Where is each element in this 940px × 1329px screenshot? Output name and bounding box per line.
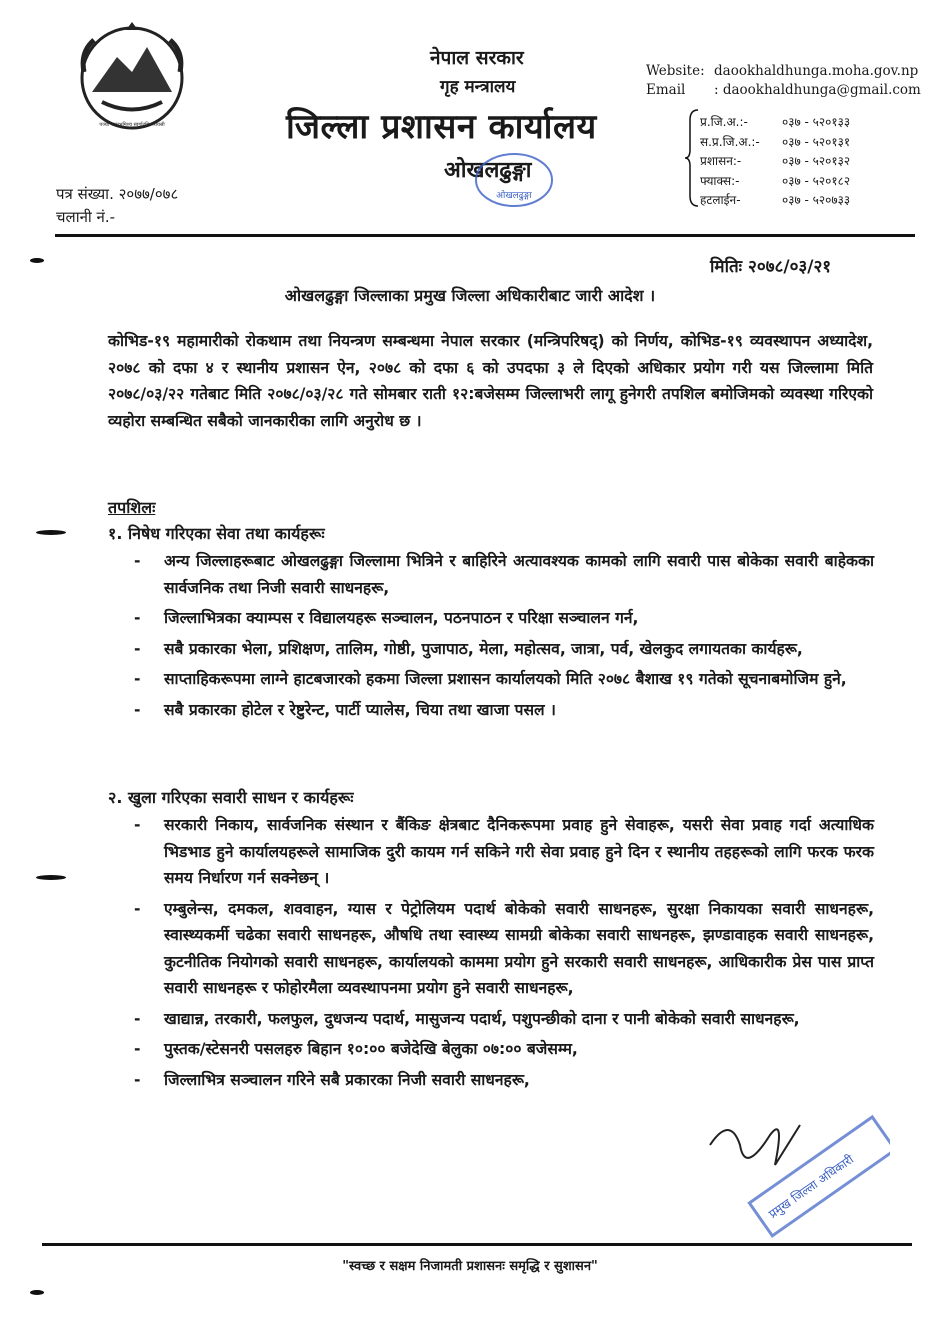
phone-row: स.प्र.जि.अ.:- ०३७ - ५२०१३१ [700,134,851,149]
office-name: जिल्ला प्रशासन कार्यालय [286,107,597,147]
section-2-list [108,812,874,1097]
punch-mark [36,530,66,535]
list-item: - एम्बुलेन्स, दमकल, शववाहन, ग्यास र पेट्रोलियम पदार्थ बोकेको सवारी साधनहरू, सुरक्षा निकायका सवारी साधनहरू, स्वास्थ्यकर्मी चढेका सवारी साधनहरू, औषधि तथा स्वास्थ्य सामग्री बोकेका सवारी साधनहरू, झण्डावाहक सवारी साधनहरू, कुटनीतिक नियोगको सवारी साधनहरू, कार्यालयको काममा प्रयोग हुने सरकारी सवारी साधनहरू, आधिकारीक प्रेस पास प्राप्त सवारी साधनहरू र फोहोरमैला व्यवस्थापनमा प्रयोग हुने सवारी साधनहरू, [134,899,874,997]
phone-row: प्र.जि.अ.:- ०३७ - ५२०१३३ [700,115,851,129]
stamp-text: ओखलढुङ्गा [496,191,532,201]
list-item: - सरकारी निकाय, सार्वजनिक संस्थान र बैंकिङ क्षेत्रबाट दैनिकरूपमा प्रवाह हुने सेवाहरू, यसरी सेवा प्रवाह गर्दा अत्याधिक भिडभाड हुने कार्यालयहरूले सामाजिक दुरी कायम गर्न सकिने गरी सेवा प्रवाह हुने दिन र स्थानीय तहहरूको लागि फरक फरक समय निर्धारण गर्न सक्नेछन् । [134,816,874,887]
dispatch-number: चलानी नं.- [56,208,116,226]
list-item: - साप्ताहिकरूपमा लाग्ने हाटबजारको हकमा जिल्ला प्रशासन कार्यालयको मिति २०७८ बैशाख १९ गतेको सूचनाबमोजिम हुने, [134,670,847,688]
phone-row: फ्याक्स:- ०३७ - ५२०१८२ [700,173,851,188]
phone-row: प्रशासन:- ०३७ - ५२०१३२ [700,154,851,168]
nepal-emblem-logo [72,22,192,134]
intro-paragraph: कोभिड-१९ महामारीको रोकथाम तथा नियन्त्रण सम्बन्धमा नेपाल सरकार (मन्त्रिपरिषद्) को निर्णय, कोभिड-१९ व्यवस्थापन अध्यादेश, २०७८ को दफा ४ र स्थानीय प्रशासन ऐन, २०७८ को दफा ६ को उपदफा ३ ले दिएको अधिकार प्रयोग गरी यस जिल्लामा मिति २०७८/०३/२२ गतेबाट मिति २०७८/०३/२८ गते सोमबार राती १२:बजेसम्म जिल्लाभरी लागू हुनेगरी तपशिल बमोजिमको व्यवस्था गरिएको व्यहोरा सम्बन्धित सबैको जानकारीका लागि अनुरोध छ । [108,332,873,430]
phone-row: हटलाईन- ०३७ - ५२०७३३ [700,193,851,207]
section-1-list [108,548,874,727]
emblem-motto: पञ्चो जन्मभूमिश्च स्वर्गादपि गरीयसी [99,122,165,128]
letter-number: पत्र संख्या. २०७७/०७८ [56,185,179,203]
list-item: - सबै प्रकारका भेला, प्रशिक्षण, तालिम, गोष्ठी, पुजापाठ, मेला, महोत्सव, जात्रा, पर्व, खेलकुद लगायतका कार्यहरू, [134,639,803,658]
website-link[interactable]: daookhaldhunga.moha.gov.np [714,63,919,79]
signature-stamp [690,1105,890,1245]
office-stamp [464,150,564,210]
section-1-heading: १. निषेध गरिएका सेवा तथा कार्यहरूः [108,524,325,543]
list-item: - अन्य जिल्लाहरूबाट ओखलढुङ्गा जिल्लामा भित्रिने र बाहिरिने अत्यावश्यक कामको लागि सवारी पास बोकेका सवारी बाहेकका सार्वजनिक तथा निजी सवारी साधनहरू, [134,552,874,597]
header-divider [55,234,915,237]
details-heading: तपशिलः [108,498,156,517]
list-item: - खाद्यान्न, तरकारी, फलफुल, दुधजन्य पदार्थ, मासुजन्य पदार्थ, पशुपन्छीको दाना र पानी बोकेको सवारी साधनहरू, [134,1009,800,1028]
list-item: - जिल्लाभित्र सञ्चालन गरिने सबै प्रकारका निजी सवारी साधनहरू, [134,1070,530,1089]
footer-divider [42,1243,912,1246]
punch-mark [30,1290,44,1295]
section-2-heading: २. खुला गरिएका सवारी साधन र कार्यहरूः [108,788,354,807]
reference-block [56,183,178,229]
ministry-name: गृह मन्त्रालय [440,77,516,97]
list-item: - सबै प्रकारका होटेल र रेष्टुरेन्ट, पार्टी प्यालेस, चिया तथा खाजा पसल । [134,700,556,719]
letter-title: ओखलढुङ्गा जिल्लाका प्रमुख जिल्ला अधिकारीबाट जारी आदेश । [284,286,656,305]
letter-date: मितिः २०७८/०३/२१ [710,257,832,277]
email-label: Email [646,82,686,98]
footer-slogan: "स्वच्छ र सक्षम निजामती प्रशासनः समृद्धि र सुशासन" [342,1259,598,1274]
email-link[interactable]: : daookhaldhunga@gmail.com [714,82,921,98]
phone-brace [684,108,700,208]
phone-list [700,113,850,211]
punch-mark [36,875,66,880]
list-item: - जिल्लाभित्रका क्याम्पस र विद्यालयहरू सञ्चालन, पठनपाठन र परिक्षा सञ्चालन गर्न, [134,609,639,627]
district-name: ओखलढुङ्गा [444,158,532,183]
government-name: नेपाल सरकार [430,47,524,69]
contact-block [646,62,921,100]
list-item: - पुस्तक/स्टेसनरी पसलहरु बिहान १०:०० बजेदेखि बेलुका ०७:०० बजेसम्म, [134,1040,578,1058]
signature-stamp-text: प्रमुख जिल्ला अधिकारी [766,1152,857,1222]
punch-mark [30,258,44,263]
website-label: Website: [646,63,705,79]
